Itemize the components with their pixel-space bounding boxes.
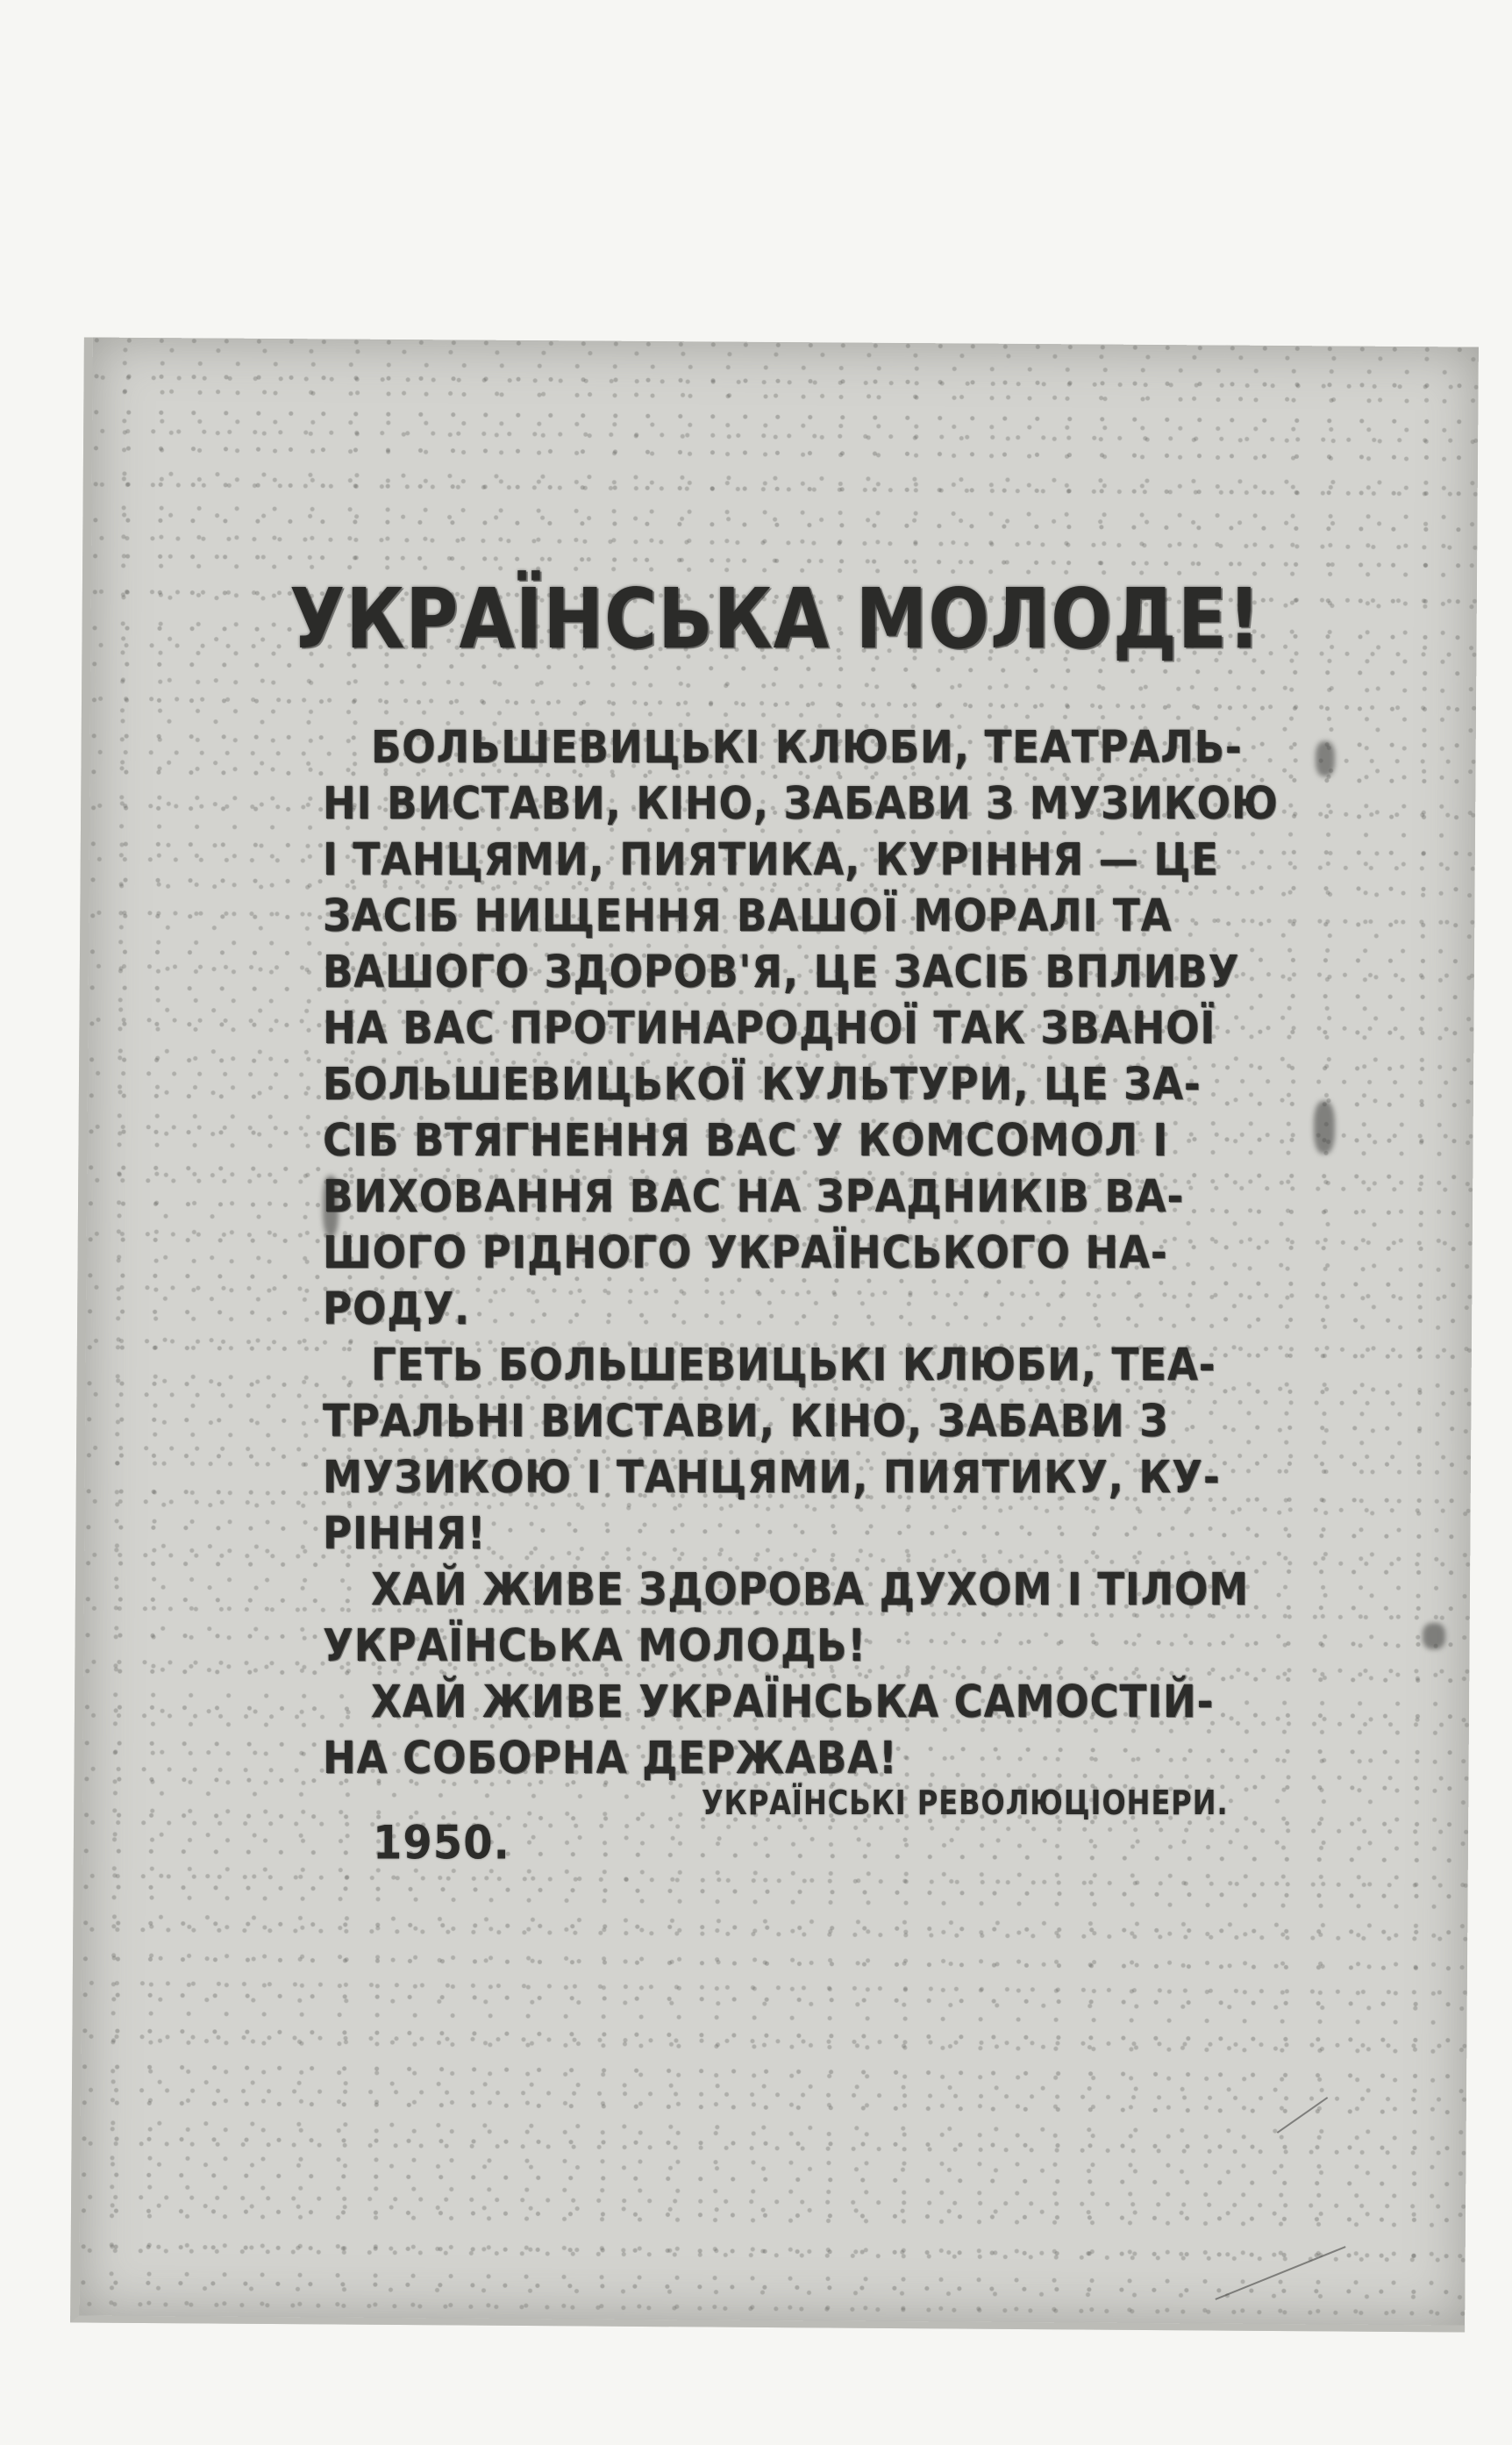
leaflet-body [323,719,1331,1786]
body-line: ТРАЛЬНІ ВИСТАВИ, КІНО, ЗАБАВИ З [323,1394,1169,1448]
body-line: РІННЯ! [323,1506,487,1560]
body-line: НА ВАС ПРОТИНАРОДНОЇ ТАК ЗВАНОЇ [323,1001,1216,1054]
body-line: БОЛЬШЕВИЦЬКІ КЛЮБИ, ТЕАТРАЛЬ- [371,720,1243,774]
body-line: ЗАСІБ НИЩЕННЯ ВАШОЇ МОРАЛІ ТА [323,889,1173,942]
leaflet-signature: УКРАЇНСЬКІ РЕВОЛЮЦІОНЕРИ. [702,1783,1229,1823]
body-line: НІ ВИСТАВИ, КІНО, ЗАБАВИ З МУЗИКОЮ [323,776,1279,830]
body-line: ВАШОГО ЗДОРОВ'Я, ЦЕ ЗАСІБ ВПЛИВУ [323,945,1240,998]
body-line: БОЛЬШЕВИЦЬКОЇ КУЛЬТУРИ, ЦЕ ЗА- [323,1057,1202,1111]
body-line: СІБ ВТЯГНЕННЯ ВАС У КОМСОМОЛ І [323,1113,1169,1167]
body-line: МУЗИКОЮ І ТАНЦЯМИ, ПИЯТИКУ, КУ- [323,1450,1221,1504]
body-line: ГЕТЬ БОЛЬШЕВИЦЬКІ КЛЮБИ, ТЕА- [371,1338,1216,1391]
body-line: ХАЙ ЖИВЕ УКРАЇНСЬКА САМОСТІЙ- [371,1675,1215,1728]
body-line: РОДУ. [323,1282,471,1335]
body-line: ШОГО РІДНОГО УКРАЇНСЬКОГО НА- [323,1226,1168,1279]
body-line: ХАЙ ЖИВЕ ЗДОРОВА ДУХОМ І ТІЛОМ [371,1562,1250,1616]
body-line: І ТАНЦЯМИ, ПИЯТИКА, КУРІННЯ — ЦЕ [323,833,1219,886]
leaflet-year: 1950. [373,1816,510,1870]
body-line: НА СОБОРНА ДЕРЖАВА! [323,1731,898,1784]
ink-smudge [1423,1623,1445,1649]
leaflet-headline: УКРАЇНСЬКА МОЛОДЕ! [289,571,1262,668]
body-line: УКРАЇНСЬКА МОЛОДЬ! [323,1619,867,1672]
body-line: ВИХОВАННЯ ВАС НА ЗРАДНИКІВ ВА- [323,1169,1185,1223]
